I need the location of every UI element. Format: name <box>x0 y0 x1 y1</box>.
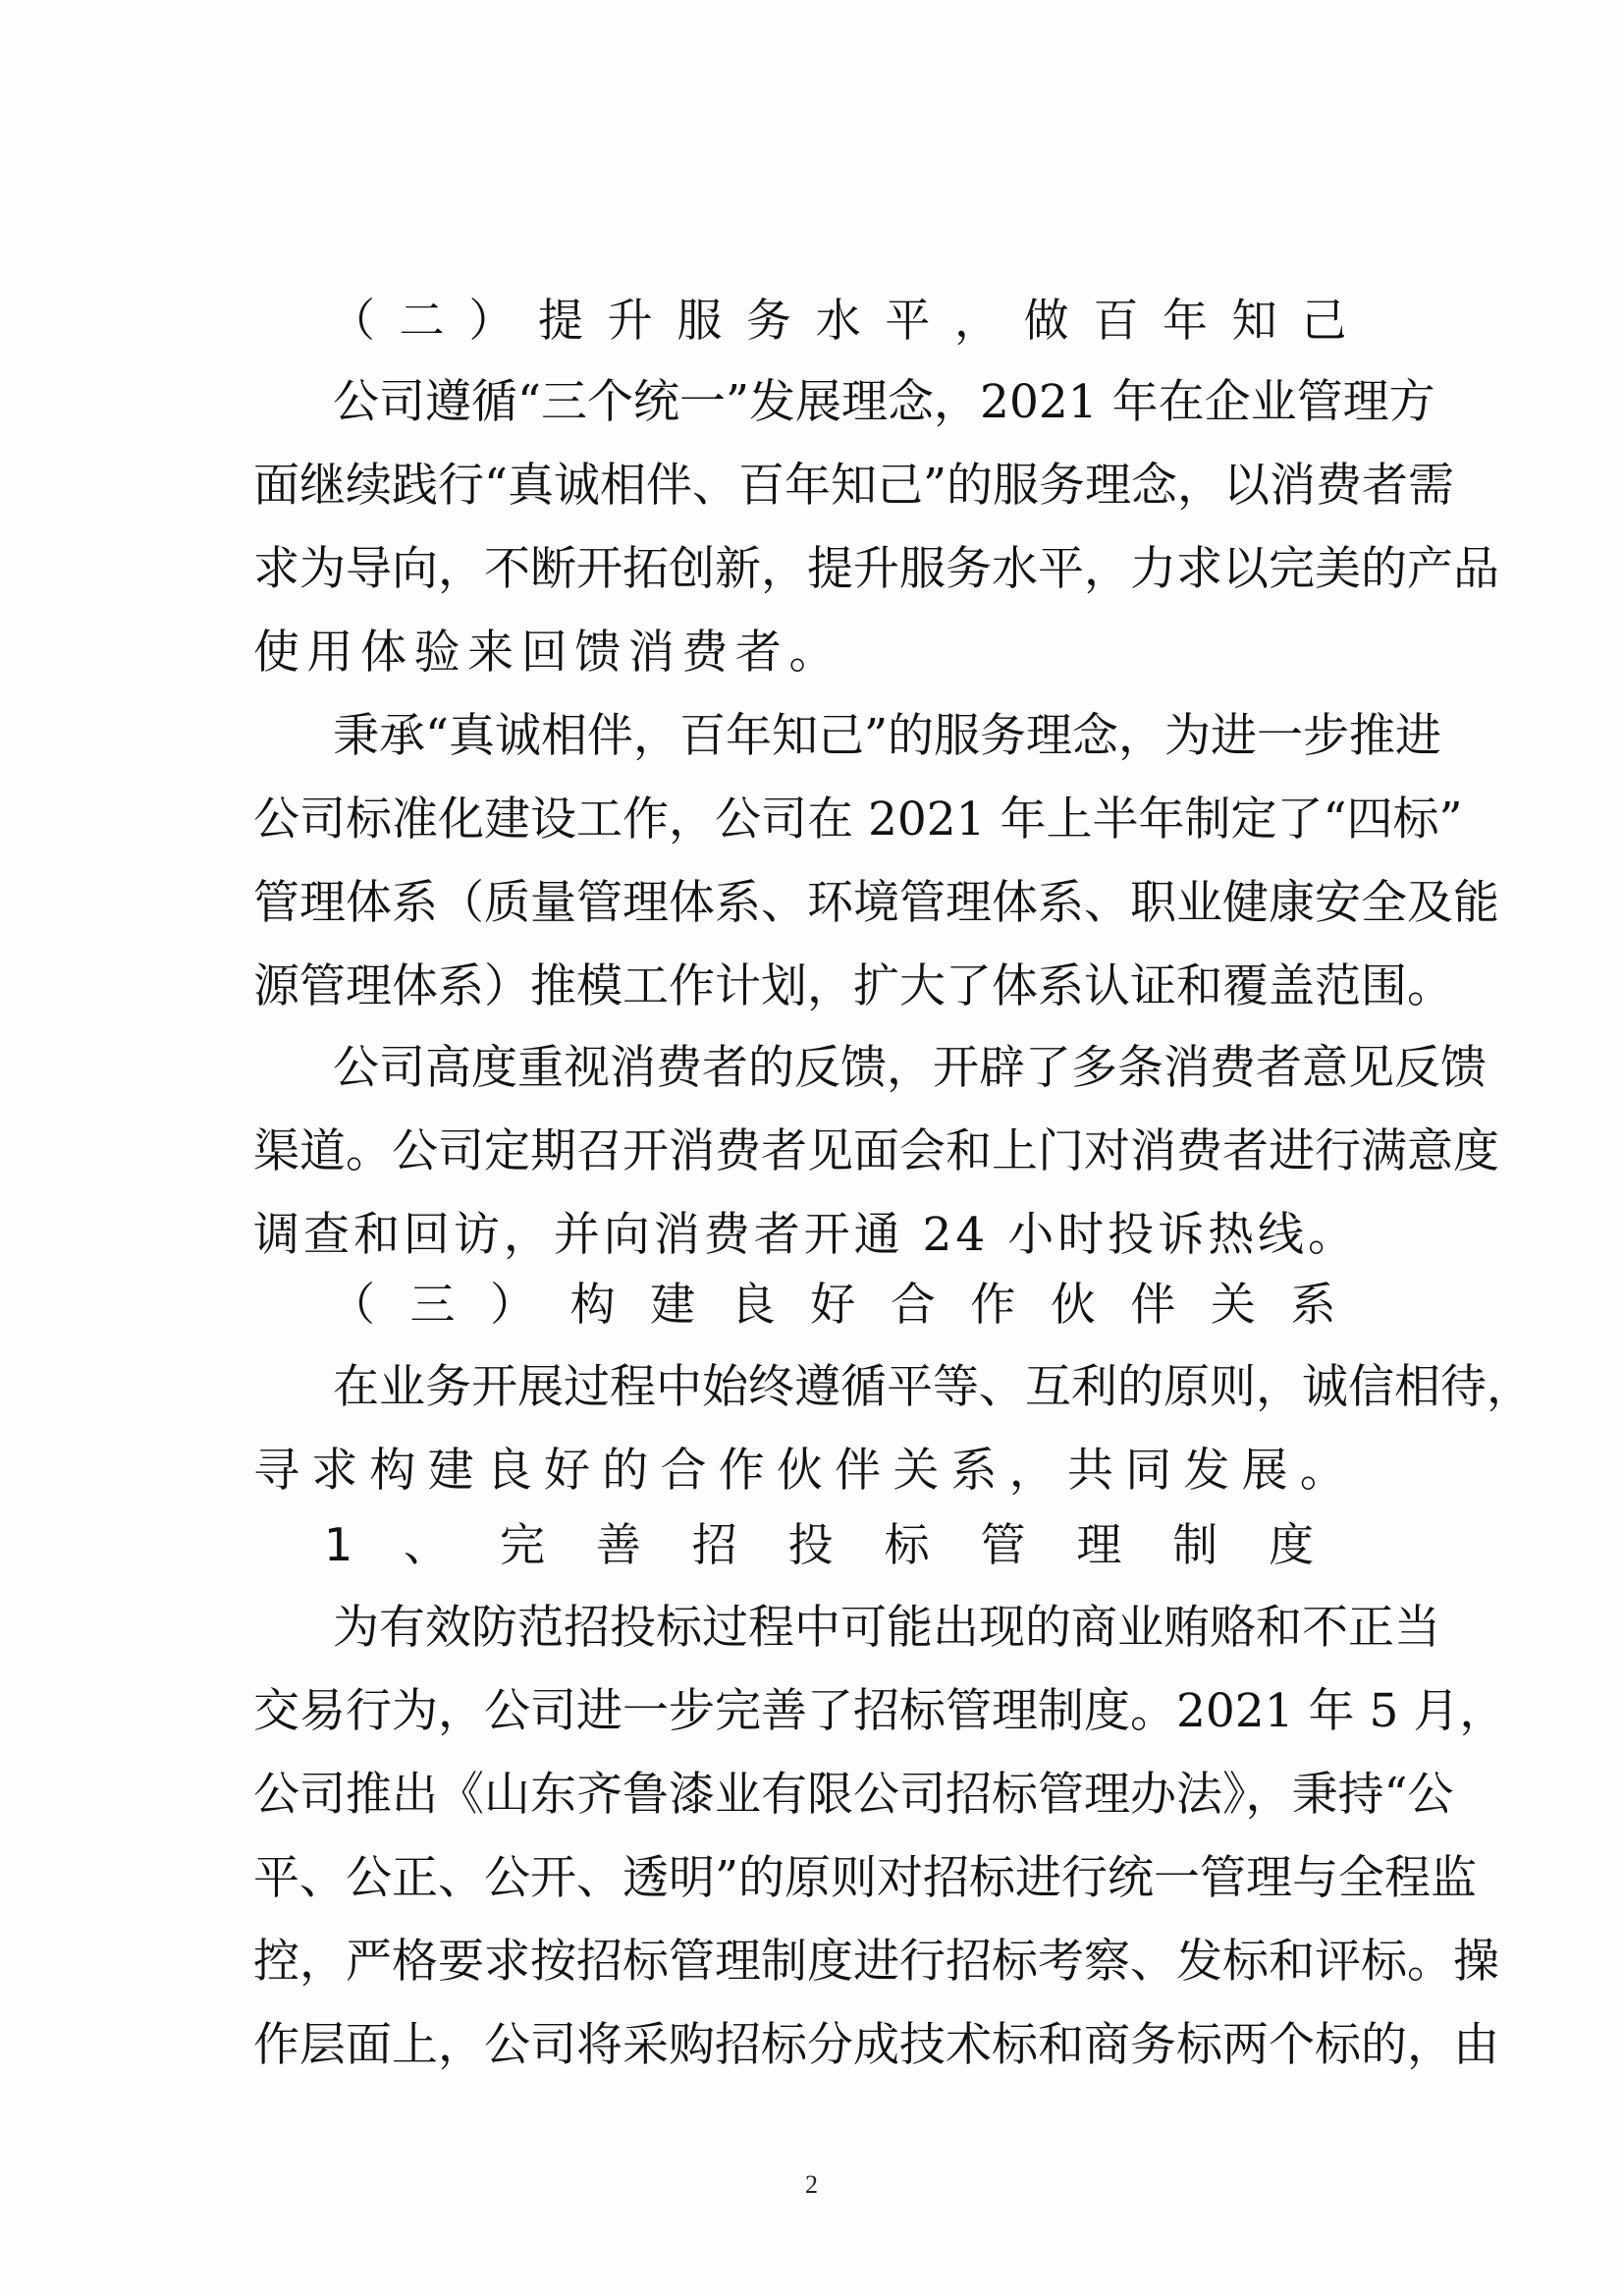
paragraph-line: 平、公正、公开、透明”的原则对招标进行统一管理与全程监 <box>253 1851 1478 1905</box>
paragraph-line: 秉承“真诚相伴，百年知己”的服务理念，为进一步推进 <box>333 709 1442 763</box>
subsection-heading: 1、完善招投标管理制度 <box>324 1518 1365 1571</box>
paragraph-line: 求为导向，不断开拓创新，提升服务水平，力求以完美的产品 <box>253 542 1499 596</box>
section-heading-2: （二）提升服务水平，做百年知己 <box>330 294 1371 347</box>
paragraph-line: 公司标准化建设工作，公司在 2021 年上半年制定了“四标” <box>253 793 1463 847</box>
paragraph-line: 调查和回访，并向消费者开通 24 小时投诉热线。 <box>253 1208 1358 1262</box>
paragraph-line: 为有效防范招投标过程中可能出现的商业贿赂和不正当 <box>333 1601 1440 1655</box>
paragraph-line: 管理体系（质量管理体系、环境管理体系、职业健康安全及能 <box>253 876 1499 930</box>
paragraph-line: 公司遵循“三个统一”发展理念，2021 年在企业管理方 <box>333 375 1435 429</box>
paragraph-line: 面继续践行“真诚相伴、百年知己”的服务理念，以消费者需 <box>253 459 1455 513</box>
paragraph-line: 寻求构建良好的合作伙伴关系，共同发展。 <box>253 1444 1358 1498</box>
paragraph-line: 在业务开展过程中始终遵循平等、互利的原则，诚信相待， <box>333 1360 1533 1414</box>
paragraph-line: 公司高度重视消费者的反馈，开辟了多条消费者意见反馈 <box>333 1041 1487 1095</box>
paragraph-line: 渠道。公司定期召开消费者见面会和上门对消费者进行满意度 <box>253 1124 1499 1178</box>
paragraph-line: 作层面上，公司将采购招标分成技术标和商务标两个标的，由 <box>253 2018 1499 2072</box>
section-heading-3: （三）构建良好合作伙伴关系 <box>330 1278 1371 1331</box>
page-number: 2 <box>805 2170 818 2199</box>
paragraph-line: 使用体验来回馈消费者。 <box>253 626 842 680</box>
paragraph-line: 交易行为，公司进一步完善了招标管理制度。2021 年 5 月， <box>253 1684 1506 1738</box>
paragraph-line: 公司推出《山东齐鲁漆业有限公司招标管理办法》，秉持“公 <box>253 1768 1454 1822</box>
paragraph-line: 控，严格要求按招标管理制度进行招标考察、发标和评标。操 <box>253 1935 1499 1989</box>
paragraph-line: 源管理体系）推模工作计划，扩大了体系认证和覆盖范围。 <box>253 959 1453 1013</box>
